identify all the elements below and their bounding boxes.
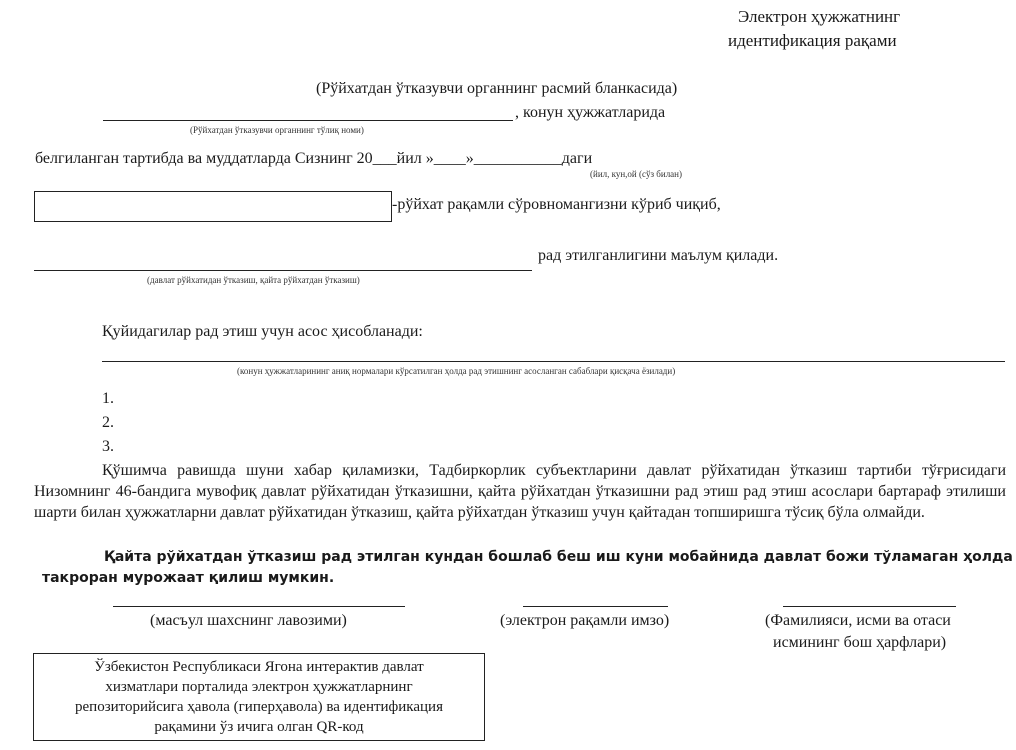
grounds-heading: Қуйидагилар рад этиш учун асос ҳисобланади: — [102, 323, 423, 340]
ground-item: 2. — [102, 414, 114, 431]
official-form-note: (Рўйхатдан ўтказувчи органнинг расмий бланкасида) — [316, 80, 678, 97]
position-caption: (масъул шахснинг лавозими) — [150, 612, 347, 629]
qr-box-line2: хизматлари порталида электрон ҳужжатларнинг — [105, 679, 413, 695]
authority-name-caption: (Рўйхатдан ўтказувчи органнинг тўлиқ номи) — [190, 125, 364, 135]
grounds-line[interactable] — [102, 361, 1005, 362]
bold-note-line1: Қайта рўйхатдан ўтказиш рад этилган кундан бошлаб беш иш куни мобайнида давлат божи тўламаган ҳолда — [104, 549, 1013, 565]
additional-info-paragraph: Қўшимча равишда шуни хабар қиламизки, Тадбиркорлик субъектларини давлат рўйхатидан ўтказиш тартиби тўғрисидаги Низомнинг 46-бандига мувофиқ давлат рўйхатидан ўтказишни, қайта рўйхатдан ўтказишни рад этиш рад этиш асослари бартараф этилиши шарти билан ҳужжатларни давлат рўйхатидан ўтказиш, қайта рўйхатдан ўтказиш учун қайтадан топширишга тўсиқ бўла олмайди. — [34, 462, 1006, 521]
qr-box-line1: Ўзбекистон Республикаси Ягона интерактив давлат — [94, 659, 424, 675]
qr-code-box — [33, 653, 485, 741]
document-id-label-line1: Электрон ҳужжатнинг — [738, 7, 901, 26]
document-id-label-line2: идентификация рақами — [728, 31, 897, 50]
name-caption-line2: исмининг бош ҳарфлари) — [773, 634, 947, 651]
name-caption-line1: (Фамилияси, исми ва отаси — [765, 612, 951, 629]
legislation-suffix: , конун ҳужжатларида — [515, 104, 666, 121]
date-text-line: белгиланган тартибда ва муддатларда Сизнинг 20___йил »____»___________даги — [35, 150, 593, 167]
qr-box-line3: репозиторийсига ҳавола (гиперҳавола) ва идентификация — [75, 699, 443, 715]
authority-name-line[interactable] — [103, 120, 513, 121]
grounds-caption: (конун ҳужжатларининг аниқ нормалари кўрсатилган ҳолда рад этишнинг асосланган сабаблари қисқача ёзилади) — [237, 366, 676, 376]
digital-signature-caption: (электрон рақамли имзо) — [500, 612, 670, 629]
date-caption: (йил, кун,ой (сўз билан) — [590, 169, 682, 179]
request-review-text: -рўйхат рақамли сўровномангизни кўриб чиқиб, — [392, 196, 721, 213]
qr-box-line4: рақамини ўз ичига олган QR-код — [154, 719, 364, 735]
position-signature-line[interactable] — [113, 606, 405, 607]
registration-type-caption: (давлат рўйхатидан ўтказиш, қайта рўйхатдан ўтказиш) — [147, 275, 360, 285]
ground-item: 3. — [102, 438, 114, 455]
name-signature-line[interactable] — [783, 606, 956, 607]
ground-item: 1. — [102, 390, 114, 407]
digital-signature-line[interactable] — [523, 606, 668, 607]
bold-note-line2: такроран мурожаат қилиш мумкин. — [42, 570, 335, 586]
registration-number-field[interactable] — [34, 191, 392, 222]
rejection-notice-text: рад этилганлигини маълум қилади. — [538, 247, 779, 264]
registration-type-line[interactable] — [34, 270, 532, 271]
